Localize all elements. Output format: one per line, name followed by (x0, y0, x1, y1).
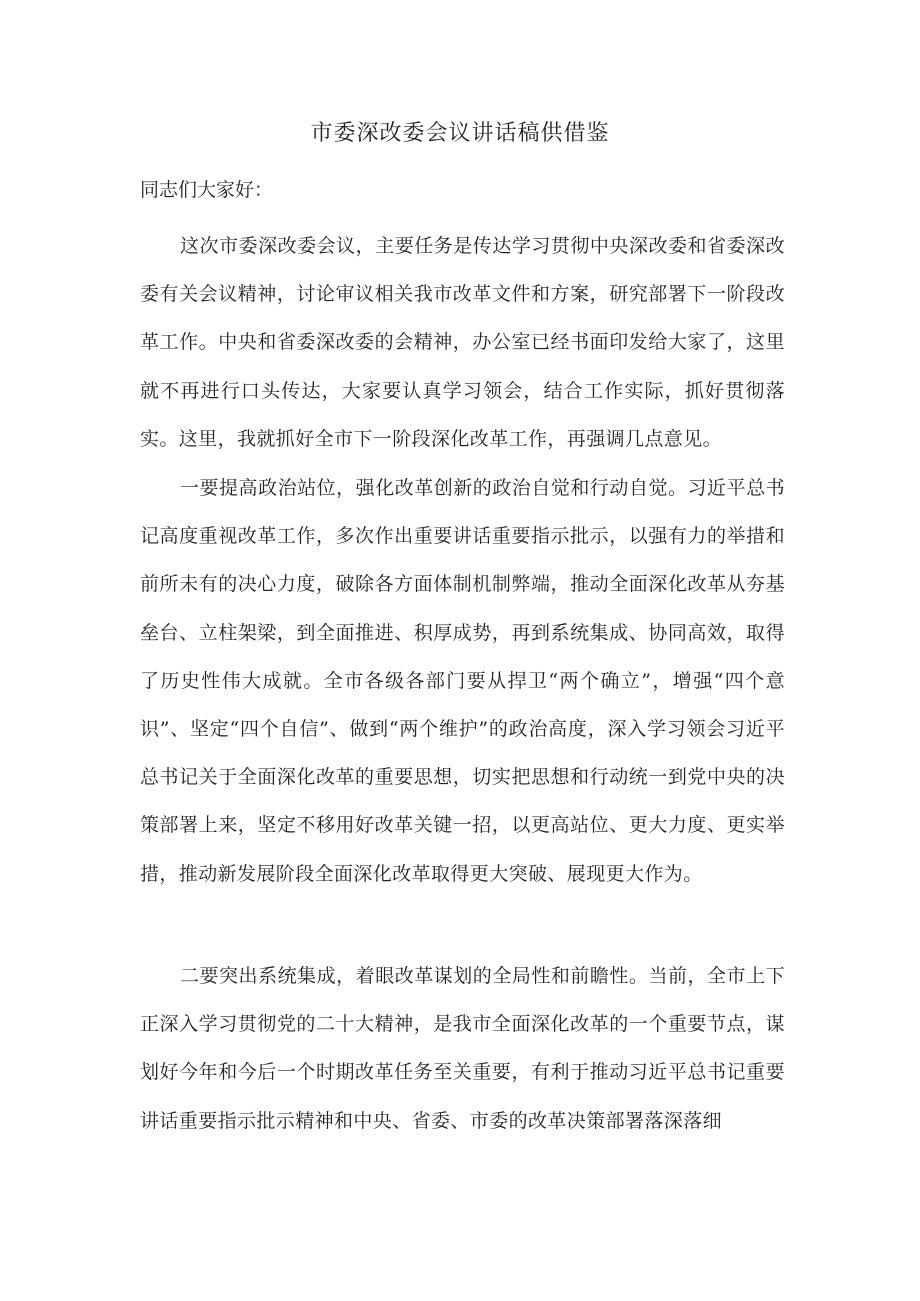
document-title: 市委深改委会议讲话稿供借鉴 (310, 121, 610, 146)
paragraph-intro: 这次市委深改委会议，主要任务是传达学习贯彻中央深改委和省委深改委有关会议精神，讨论审议相关我市改革文件和方案，研究部署下一阶段改革工作。中央和省委深改委的会精神，办公室已经书面印发给大家了，这里就不再进行口头传达，大家要认真学习领会，结合工作实际，抓好贯彻落实。这里，我就抓好全市下一阶段深化改革工作，再强调几点意见。 (140, 235, 785, 450)
paragraph-point-one: 一要提高政治站位，强化改革创新的政治自觉和行动自觉。习近平总书记高度重视改革工作，多次作出重要讲话重要指示批示，以强有力的举措和前所未有的决心力度，破除各方面体制机制弊端，推动全面深化改革从夯基垒台、立柱架梁，到全面推进、积厚成势，再到系统集成、协同高效，取得了历史性伟大成就。全市各级各部门要从捍卫“两个确立”，增强“四个意识”、坚定“四个自信”、做到“两个维护”的政治高度，深入学习领会习近平总书记关于全面深化改革的重要思想，切实把思想和行动统一到党中央的决策部署上来，坚定不移用好改革关键一招，以更高站位、更大力度、更实举措，推动新发展阶段全面深化改革取得更大突破、展现更大作为。 (140, 477, 785, 885)
paragraph-point-two: 二要突出系统集成，着眼改革谋划的全局性和前瞻性。当前，全市上下正深入学习贯彻党的二十大精神，是我市全面深化改革的一个重要节点，谋划好今年和今后一个时期改革任务至关重要，有利于推动习近平总书记重要讲话重要指示批示精神和中央、省委、市委的改革决策部署落深落细 (140, 965, 785, 1132)
salutation: 同志们大家好： (140, 179, 274, 201)
